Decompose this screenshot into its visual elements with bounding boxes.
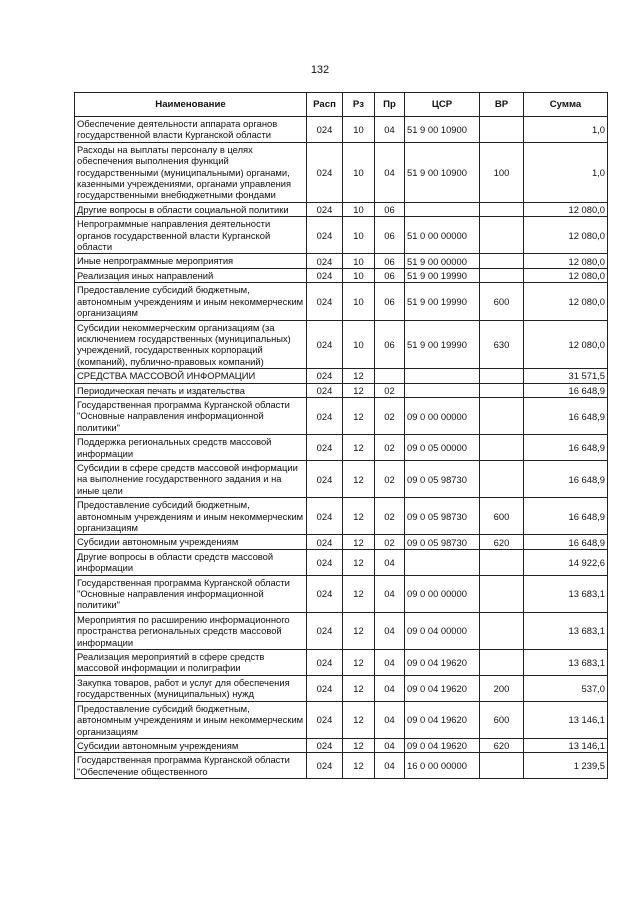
cell-name: Субсидии в сфере средств массовой информации на выполнение государственного задания и на иные цели: [75, 460, 307, 497]
table-row: [75, 612, 608, 649]
cell-rasp: 024: [307, 320, 343, 369]
cell-sum: 12 080,0: [524, 283, 608, 320]
cell-csr: 51 9 00 19990: [405, 268, 480, 282]
cell-sum: 537,0: [524, 675, 608, 701]
cell-vr: 100: [480, 142, 524, 202]
cell-rasp: 024: [307, 575, 343, 612]
cell-rasp: 024: [307, 217, 343, 254]
cell-name: СРЕДСТВА МАССОВОЙ ИНФОРМАЦИИ: [75, 369, 307, 383]
cell-sum: 12 080,0: [524, 217, 608, 254]
table-row: [75, 498, 608, 535]
cell-pr: [375, 369, 405, 383]
cell-pr: 04: [375, 650, 405, 676]
cell-sum: 16 648,9: [524, 383, 608, 397]
cell-sum: 16 648,9: [524, 535, 608, 549]
cell-vr: [480, 435, 524, 461]
table-row: [75, 675, 608, 701]
table-row: [75, 549, 608, 575]
cell-vr: 600: [480, 701, 524, 738]
cell-pr: 04: [375, 575, 405, 612]
cell-name: Обеспечение деятельности аппарата органов государственной власти Курганской области: [75, 117, 307, 143]
cell-csr: 51 9 00 00000: [405, 254, 480, 268]
cell-vr: [480, 650, 524, 676]
cell-rz: 12: [343, 612, 375, 649]
cell-csr: [405, 202, 480, 216]
cell-rz: 12: [343, 535, 375, 549]
cell-pr: 04: [375, 738, 405, 752]
cell-csr: 09 0 05 00000: [405, 435, 480, 461]
table-row: [75, 397, 608, 434]
table-row: [75, 738, 608, 752]
cell-sum: 16 648,9: [524, 435, 608, 461]
cell-name: Реализация иных направлений: [75, 268, 307, 282]
cell-rasp: 024: [307, 738, 343, 752]
header-pr: Пр: [375, 93, 405, 117]
table-row: [75, 369, 608, 383]
cell-rasp: 024: [307, 460, 343, 497]
cell-rasp: 024: [307, 675, 343, 701]
cell-vr: [480, 369, 524, 383]
cell-rz: 12: [343, 650, 375, 676]
cell-pr: 04: [375, 612, 405, 649]
cell-sum: 12 080,0: [524, 202, 608, 216]
cell-rz: 10: [343, 268, 375, 282]
cell-name: Предоставление субсидий бюджетным, автономным учреждениям и иным некоммерческим организациям: [75, 701, 307, 738]
cell-rasp: 024: [307, 397, 343, 434]
cell-rasp: 024: [307, 383, 343, 397]
cell-rasp: 024: [307, 650, 343, 676]
table-row: [75, 650, 608, 676]
cell-name: Государственная программа Курганской области "Основные направления информационной политики": [75, 397, 307, 434]
cell-sum: 1 239,5: [524, 753, 608, 779]
cell-vr: [480, 397, 524, 434]
cell-name: Субсидии некоммерческим организациям (за исключением государственных (муниципальных) учреждений, государственных корпораций (компаний), публично-правовых компаний): [75, 320, 307, 369]
cell-csr: 51 9 00 19990: [405, 320, 480, 369]
cell-rasp: 024: [307, 612, 343, 649]
cell-vr: [480, 383, 524, 397]
cell-vr: [480, 575, 524, 612]
cell-rz: 10: [343, 320, 375, 369]
cell-name: Субсидии автономным учреждениям: [75, 738, 307, 752]
cell-csr: 09 0 04 19620: [405, 650, 480, 676]
cell-pr: 02: [375, 397, 405, 434]
cell-name: Реализация мероприятий в сфере средств массовой информации и полиграфии: [75, 650, 307, 676]
table-row: [75, 254, 608, 268]
header-csr: ЦСР: [405, 93, 480, 117]
cell-rz: 12: [343, 549, 375, 575]
table-row: [75, 575, 608, 612]
cell-pr: 04: [375, 117, 405, 143]
cell-name: Другие вопросы в области социальной политики: [75, 202, 307, 216]
cell-pr: 02: [375, 435, 405, 461]
table-header-row: [75, 93, 608, 117]
cell-rasp: 024: [307, 369, 343, 383]
cell-sum: 1,0: [524, 117, 608, 143]
header-name: Наименование: [75, 93, 307, 117]
cell-pr: 06: [375, 320, 405, 369]
cell-sum: 12 080,0: [524, 268, 608, 282]
table-row: [75, 268, 608, 282]
cell-rasp: 024: [307, 549, 343, 575]
cell-rasp: 024: [307, 142, 343, 202]
cell-name: Другие вопросы в области средств массовой информации: [75, 549, 307, 575]
cell-sum: 14 922,6: [524, 549, 608, 575]
budget-table: [74, 92, 608, 779]
cell-csr: 16 0 00 00000: [405, 753, 480, 779]
table-row: [75, 383, 608, 397]
header-rz: Рз: [343, 93, 375, 117]
header-vr: ВР: [480, 93, 524, 117]
cell-rasp: 024: [307, 535, 343, 549]
cell-pr: 04: [375, 753, 405, 779]
cell-pr: 02: [375, 535, 405, 549]
cell-csr: 51 0 00 00000: [405, 217, 480, 254]
table-row: [75, 283, 608, 320]
cell-rz: 12: [343, 575, 375, 612]
cell-sum: 16 648,9: [524, 397, 608, 434]
cell-csr: 09 0 04 19620: [405, 701, 480, 738]
page-number: 132: [310, 64, 330, 76]
cell-csr: 09 0 04 00000: [405, 612, 480, 649]
cell-name: Мероприятия по расширению информационного пространства региональных средств массовой информации: [75, 612, 307, 649]
table-row: [75, 435, 608, 461]
cell-pr: 06: [375, 217, 405, 254]
cell-rasp: 024: [307, 202, 343, 216]
cell-rz: 12: [343, 498, 375, 535]
cell-sum: 13 146,1: [524, 738, 608, 752]
cell-rz: 10: [343, 117, 375, 143]
cell-csr: 09 0 05 98730: [405, 535, 480, 549]
cell-pr: 06: [375, 254, 405, 268]
cell-pr: 06: [375, 268, 405, 282]
cell-rasp: 024: [307, 117, 343, 143]
table-row: [75, 753, 608, 779]
cell-rz: 12: [343, 460, 375, 497]
cell-rz: 12: [343, 369, 375, 383]
cell-rasp: 024: [307, 753, 343, 779]
cell-rasp: 024: [307, 268, 343, 282]
cell-rz: 12: [343, 383, 375, 397]
cell-csr: 51 9 00 10900: [405, 142, 480, 202]
table-row: [75, 117, 608, 143]
cell-csr: 09 0 00 00000: [405, 575, 480, 612]
cell-vr: [480, 753, 524, 779]
cell-rz: 10: [343, 202, 375, 216]
cell-rz: 12: [343, 675, 375, 701]
header-sum: Сумма: [524, 93, 608, 117]
header-rasp: Расп: [307, 93, 343, 117]
cell-rz: 10: [343, 283, 375, 320]
cell-csr: 09 0 05 98730: [405, 498, 480, 535]
cell-name: Непрограммные направления деятельности органов государственной власти Курганской области: [75, 217, 307, 254]
cell-pr: 04: [375, 701, 405, 738]
cell-name: Поддержка региональных средств массовой информации: [75, 435, 307, 461]
cell-vr: [480, 254, 524, 268]
cell-csr: 09 0 04 19620: [405, 675, 480, 701]
table-body: [75, 117, 608, 779]
cell-vr: [480, 217, 524, 254]
cell-name: Периодическая печать и издательства: [75, 383, 307, 397]
cell-csr: 51 9 00 19990: [405, 283, 480, 320]
cell-pr: 04: [375, 675, 405, 701]
cell-sum: 13 683,1: [524, 650, 608, 676]
cell-sum: 31 571,5: [524, 369, 608, 383]
cell-sum: 13 683,1: [524, 612, 608, 649]
cell-vr: 630: [480, 320, 524, 369]
cell-pr: 06: [375, 283, 405, 320]
cell-pr: 04: [375, 142, 405, 202]
cell-csr: [405, 549, 480, 575]
cell-vr: [480, 202, 524, 216]
cell-rasp: 024: [307, 701, 343, 738]
cell-csr: [405, 369, 480, 383]
cell-sum: 13 683,1: [524, 575, 608, 612]
cell-rasp: 024: [307, 435, 343, 461]
cell-rz: 12: [343, 738, 375, 752]
cell-csr: 51 9 00 10900: [405, 117, 480, 143]
table-row: [75, 217, 608, 254]
cell-name: Расходы на выплаты персоналу в целях обеспечения выполнения функций государственными (муниципальными) органами, казенными учреждениями, органами управления государственными внебюджетными фондами: [75, 142, 307, 202]
cell-pr: 02: [375, 460, 405, 497]
cell-csr: [405, 383, 480, 397]
cell-name: Закупка товаров, работ и услуг для обеспечения государственных (муниципальных) нужд: [75, 675, 307, 701]
cell-name: Субсидии автономным учреждениям: [75, 535, 307, 549]
cell-name: Государственная программа Курганской области "Обеспечение общественного: [75, 753, 307, 779]
cell-sum: 13 146,1: [524, 701, 608, 738]
cell-sum: 16 648,9: [524, 498, 608, 535]
cell-csr: 09 0 04 19620: [405, 738, 480, 752]
table-row: [75, 202, 608, 216]
cell-rz: 12: [343, 435, 375, 461]
cell-vr: 620: [480, 535, 524, 549]
cell-pr: 06: [375, 202, 405, 216]
cell-name: Государственная программа Курганской области "Основные направления информационной политики": [75, 575, 307, 612]
cell-vr: 600: [480, 498, 524, 535]
cell-rasp: 024: [307, 254, 343, 268]
table-row: [75, 701, 608, 738]
cell-rz: 10: [343, 254, 375, 268]
cell-vr: 600: [480, 283, 524, 320]
cell-sum: 1,0: [524, 142, 608, 202]
cell-vr: [480, 612, 524, 649]
cell-rz: 12: [343, 701, 375, 738]
table-row: [75, 535, 608, 549]
cell-sum: 12 080,0: [524, 254, 608, 268]
cell-vr: [480, 460, 524, 497]
cell-sum: 16 648,9: [524, 460, 608, 497]
cell-pr: 04: [375, 549, 405, 575]
cell-rz: 12: [343, 753, 375, 779]
cell-pr: 02: [375, 383, 405, 397]
cell-vr: [480, 117, 524, 143]
table-row: [75, 460, 608, 497]
cell-rz: 10: [343, 142, 375, 202]
cell-rz: 12: [343, 397, 375, 434]
cell-vr: 200: [480, 675, 524, 701]
cell-name: Предоставление субсидий бюджетным, автономным учреждениям и иным некоммерческим организациям: [75, 283, 307, 320]
cell-vr: [480, 549, 524, 575]
cell-rasp: 024: [307, 498, 343, 535]
cell-csr: 09 0 00 00000: [405, 397, 480, 434]
cell-name: Иные непрограммные мероприятия: [75, 254, 307, 268]
cell-rasp: 024: [307, 283, 343, 320]
cell-rz: 10: [343, 217, 375, 254]
cell-csr: 09 0 05 98730: [405, 460, 480, 497]
cell-name: Предоставление субсидий бюджетным, автономным учреждениям и иным некоммерческим организациям: [75, 498, 307, 535]
table-row: [75, 142, 608, 202]
cell-vr: [480, 268, 524, 282]
cell-pr: 02: [375, 498, 405, 535]
table-row: [75, 320, 608, 369]
cell-vr: 620: [480, 738, 524, 752]
cell-sum: 12 080,0: [524, 320, 608, 369]
